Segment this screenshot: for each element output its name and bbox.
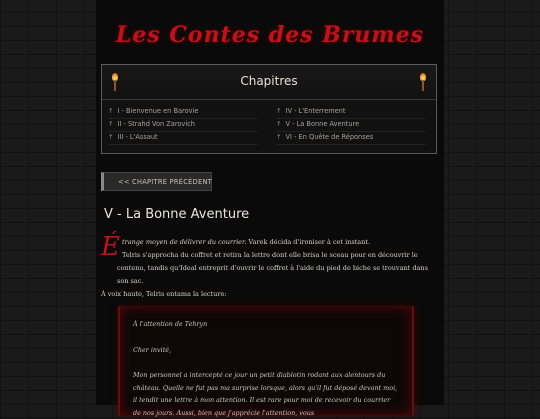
chapters-title: Chapitres	[240, 74, 298, 88]
chapter-link[interactable]	[108, 131, 258, 145]
story-paragraph	[101, 232, 439, 262]
story-paragraph: Telris s'approcha du coffret et retira la lettre dont elle brisa le sceau pour en découvrir le contenu, tandis qu'Ideal entreprit d'ouvrir le coffret à l'aide du pied de biche se trouvant dans son sac.	[117, 251, 428, 285]
story-text	[101, 232, 439, 301]
chapter-link-label: II - Strahd Von Zarovich	[117, 120, 195, 128]
letter-block	[118, 306, 414, 416]
chapter-link[interactable]	[276, 105, 426, 119]
chapter-link-label: III - L'Assaut	[117, 133, 158, 141]
arrow-up-icon: ↑	[276, 120, 282, 128]
chapter-link[interactable]	[276, 131, 426, 145]
arrow-up-icon: ↑	[276, 133, 282, 141]
torch-icon	[419, 73, 427, 91]
chapter-link-label: I - Bienvenue en Barovie	[117, 107, 199, 115]
letter-line: Cher invité,	[133, 345, 172, 354]
letter-line: Mon personnel a intercepté ce jour un petit diablotin rodant aux alentours du château. Quelle ne fut pas ma surprise lorsque, alors qu'il fut déposé devant moi, il tendit une lettre à mon attention. Il est rare pour moi de recevoir du courrier de nos jours. Aussi, bien que j'apprécie l'attention, vous	[133, 371, 398, 417]
site-title: Les Contes des Brumes	[115, 22, 425, 48]
chapter-link-label: VI - En Quête de Réponses	[285, 133, 374, 141]
story-italic: trange moyen de délivrer du courrier.	[121, 238, 247, 246]
previous-chapter-button[interactable]: << CHAPITRE PRÉCÉDENT	[101, 172, 212, 191]
letter-line: À l'attention de Tehryn	[133, 320, 208, 328]
arrow-up-icon: ↑	[108, 133, 114, 141]
chapter-link-label: V - La Bonne Aventure	[285, 120, 360, 128]
chapter-link[interactable]	[108, 118, 258, 132]
chapters-header	[102, 65, 436, 100]
arrow-up-icon: ↑	[276, 107, 282, 115]
story-paragraph: À voix haute, Telris entama la lecture:	[101, 290, 227, 298]
story-text-span: Varek décida d'ironiser à cet instant.	[246, 238, 371, 246]
chapter-heading: V - La Bonne Aventure	[104, 207, 250, 222]
arrow-up-icon: ↑	[108, 120, 114, 128]
chapter-link[interactable]	[276, 118, 426, 132]
arrow-up-icon: ↑	[108, 107, 114, 115]
chapter-link-label: IV - L'Enterrement	[285, 107, 346, 115]
chapter-link[interactable]	[108, 105, 258, 119]
dropcap: É	[101, 232, 120, 262]
chapters-panel	[101, 64, 437, 154]
